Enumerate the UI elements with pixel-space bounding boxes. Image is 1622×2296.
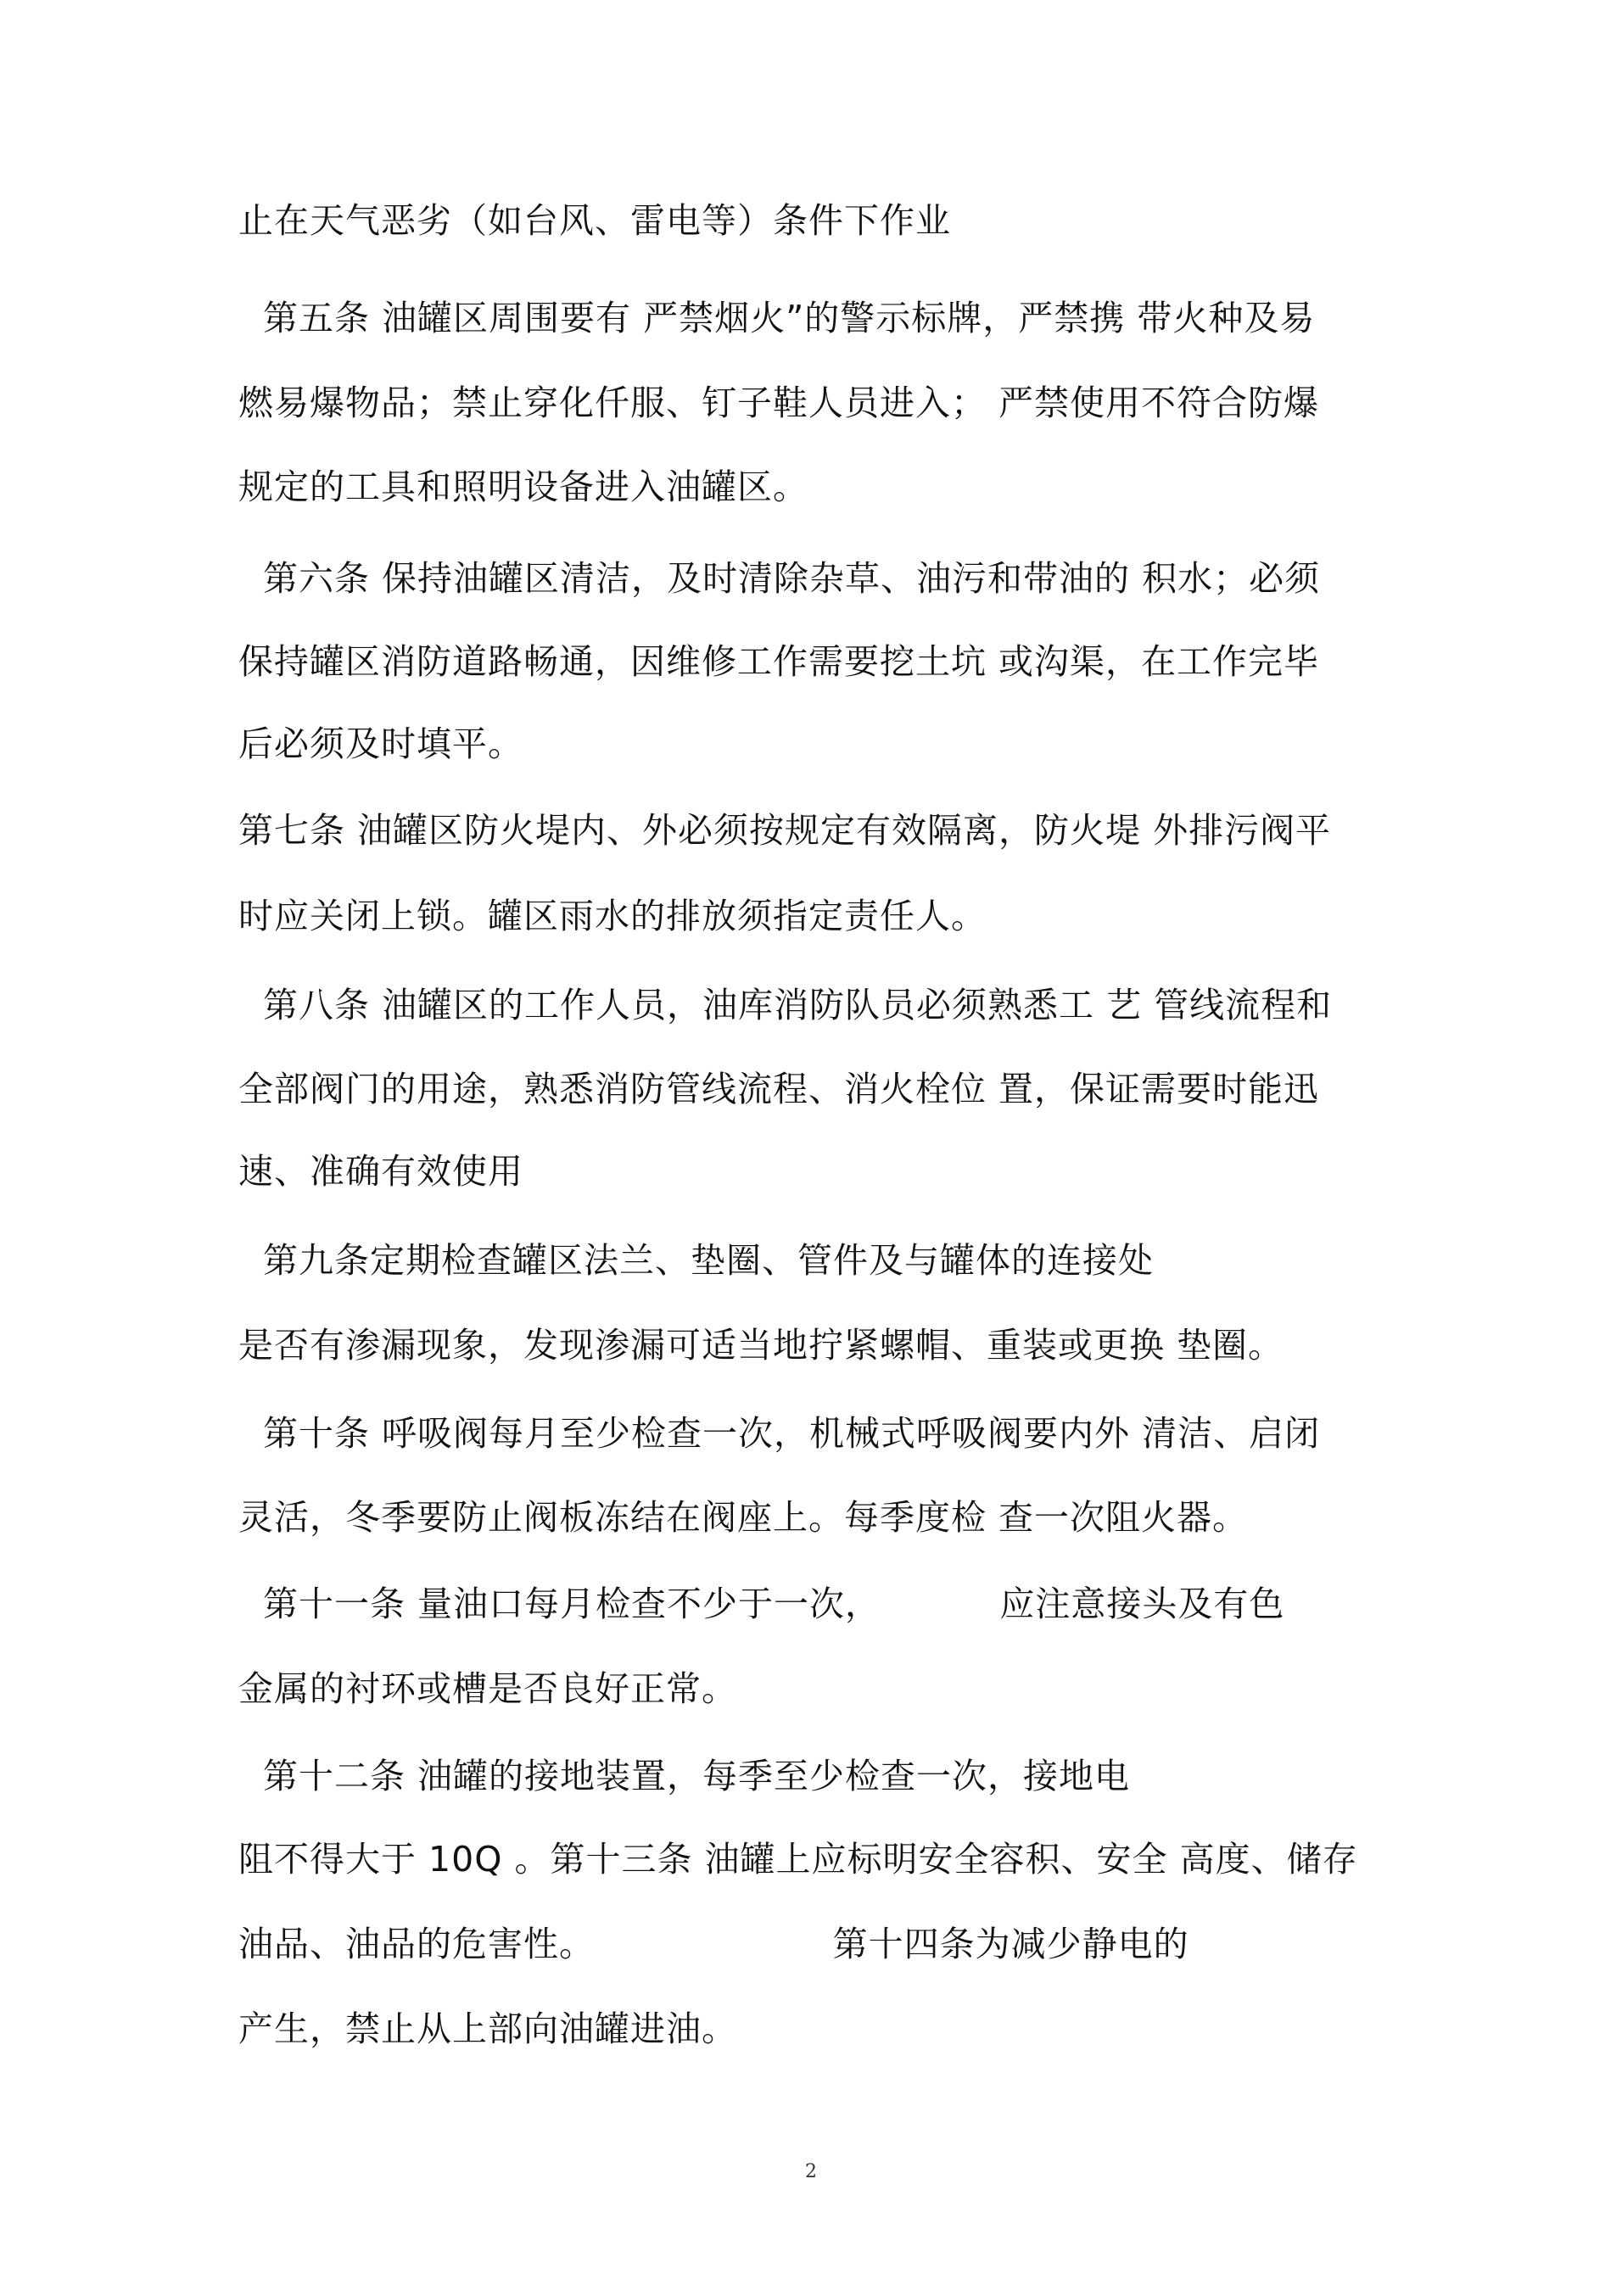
text-line: 金属的衬环或槽是否良好正常。 <box>238 1668 737 1709</box>
text-line: 是否有渗漏现象，发现渗漏可适当地拧紧螺帽、重装或更换 垫圈。 <box>238 1325 1284 1366</box>
text-line: 阻不得大于 10Q 。第十三条 油罐上应标明安全容积、安全 高度、储存 <box>238 1839 1358 1880</box>
text-line: 第六条 保持油罐区清洁，及时清除杂草、油污和带油的 积水；必须 <box>263 558 1321 599</box>
text-line: 第七条 油罐区防火堤内、外必须按规定有效隔离，防火堤 外排污阀平 <box>238 810 1332 851</box>
text-line: 规定的工具和照明设备进入油罐区。 <box>238 466 808 507</box>
text-line: 时应关闭上锁。罐区雨水的排放须指定责任人。 <box>238 896 987 936</box>
text-line: 第八条 油罐区的工作人员，油库消防队员必须熟悉工 艺 管线流程和 <box>263 985 1333 1025</box>
text-line: 保持罐区消防道路畅通，因维修工作需要挖土坑 或沟渠，在工作完毕 <box>238 641 1320 682</box>
text-line: 产生，禁止从上部向油罐进油。 <box>238 2008 737 2049</box>
page-number: 2 <box>805 2161 817 2182</box>
text-line: 全部阀门的用途，熟悉消防管线流程、消火栓位 置，保证需要时能迅 <box>238 1069 1320 1109</box>
text-line: 第十二条 油罐的接地装置，每季至少检查一次，接地电 <box>263 1756 1131 1796</box>
text-line: 后必须及时填平。 <box>238 723 523 764</box>
text-line: 第十条 呼吸阀每月至少检查一次，机械式呼吸阀要内外 清洁、启闭 <box>263 1413 1321 1454</box>
text-line: 速、准确有效使用 <box>238 1151 523 1192</box>
text-line: 灵活，冬季要防止阀板冻结在阀座上。每季度检 查一次阻火器。 <box>238 1497 1249 1538</box>
text-line: 第九条定期检查罐区法兰、垫圈、管件及与罐体的连接处 <box>263 1240 1154 1281</box>
text-line: 第五条 油罐区周围要有 严禁烟火”的警示标牌，严禁携 带火种及易 <box>263 298 1316 338</box>
text-line: 第十一条 量油口每月检查不少于一次， 应注意接头及有色 <box>263 1584 1285 1624</box>
text-line: 燃易爆物品；禁止穿化仟服、钉子鞋人员进入； 严禁使用不符合防爆 <box>238 383 1320 423</box>
text-line: 止在天气恶劣（如台风、雷电等）条件下作业 <box>238 200 951 241</box>
text-line: 油品、油品的危害性。 第十四条为减少静电的 <box>238 1924 1189 1964</box>
